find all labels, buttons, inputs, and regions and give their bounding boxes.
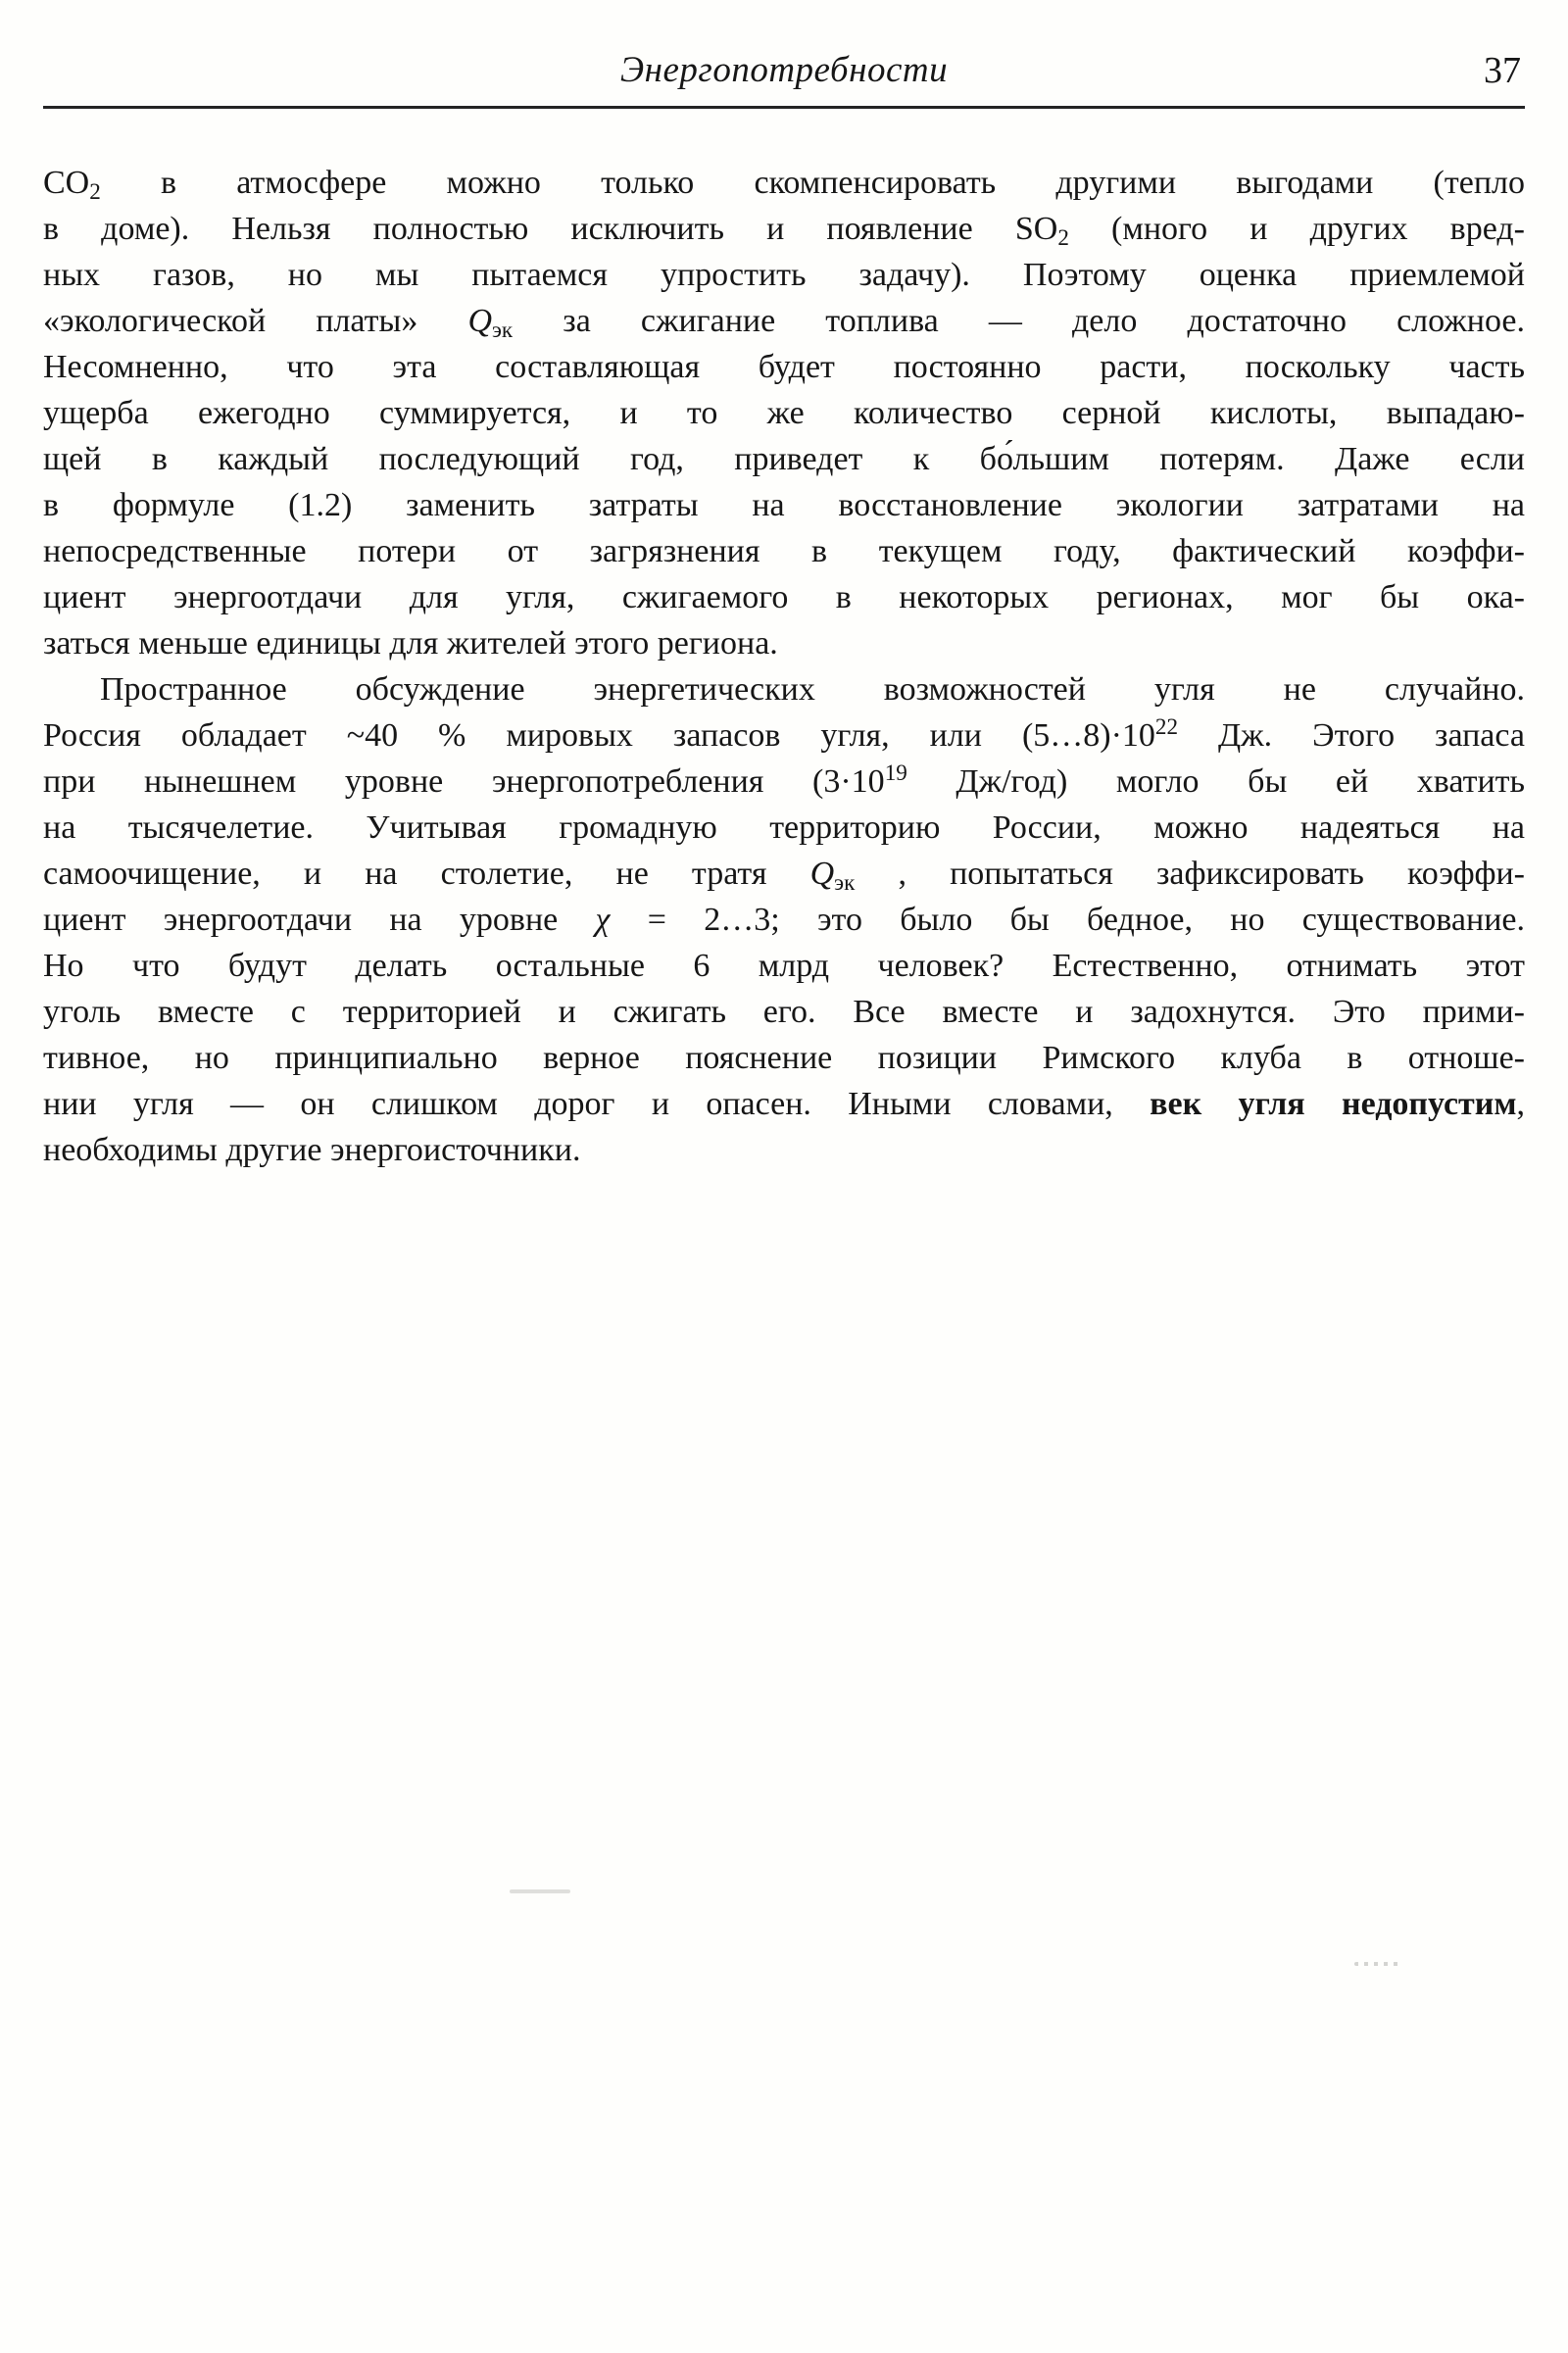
text-line (43, 712, 1525, 759)
text-line (43, 805, 1525, 851)
text-run: ущерба ежегодно суммируется, и то же количество серной кислоты, выпадаю- (43, 395, 1525, 431)
running-title: Энергопотребности (619, 50, 949, 90)
superscript-text: 22 (1154, 713, 1179, 740)
text-line (43, 482, 1525, 528)
text-run: CO (43, 165, 90, 201)
text-run: (много и других вред- (1068, 211, 1525, 247)
text-run: Россия обладает ~40 % мировых запасов угля, или (5…8)·10 (43, 717, 1155, 754)
text-run: в атмосфере можно только скомпенсировать другими выгодами (тепло (100, 165, 1525, 201)
text-run: нии угля — он слишком дорог и опасен. Иными словами, (43, 1086, 1151, 1122)
subscript-text: 2 (89, 178, 101, 205)
subscript-text: эк (492, 317, 514, 343)
text-line (43, 298, 1525, 344)
text-line (43, 436, 1525, 482)
text-run: циент энергоотдачи на уровне (43, 902, 596, 938)
text-run: в доме). Нельзя полностью исключить и появление SO (43, 211, 1058, 247)
text-run: Дж/год) могло бы ей хватить (906, 763, 1525, 800)
text-run: в формуле (1.2) заменить затраты на восстановление экологии затратами на (43, 487, 1525, 523)
text-run: самоочищение, и на столетие, не тратя (43, 856, 810, 892)
text-run: заться меньше единицы для жителей этого региона. (43, 625, 778, 662)
italic-symbol: Q (809, 856, 835, 892)
text-line (43, 897, 1525, 943)
text-run: тивное, но принципиально верное пояснение позиции Римского клуба в отноше- (43, 1040, 1525, 1076)
page-number: 37 (1484, 50, 1521, 91)
text-run: за сжигание топлива — дело достаточно сложное. (513, 303, 1525, 339)
text-line (43, 1127, 1525, 1173)
scan-artifact-smudge (510, 1889, 570, 1893)
superscript-text: 19 (884, 760, 907, 786)
scan-artifact-dots (1354, 1962, 1399, 1966)
text-run: уголь вместе с территорией и сжигать его. Все вместе и задохнутся. Это прими- (43, 994, 1525, 1030)
text-run: на тысячелетие. Учитывая громадную территорию России, можно надеяться на (43, 809, 1525, 846)
header-rule (43, 106, 1525, 109)
text-line (43, 390, 1525, 436)
italic-symbol: Q (467, 303, 493, 339)
text-line (43, 528, 1525, 574)
text-run: необходимы другие энергоисточники. (43, 1132, 581, 1168)
text-run: щей в каждый последующий год, приведет к бо́льшим потерям. Даже если (43, 441, 1525, 477)
text-run: «экологической платы» (43, 303, 468, 339)
text-line (43, 160, 1525, 206)
italic-symbol: χ (595, 902, 611, 938)
text-run: непосредственные потери от загрязнения в текущем году, фактический коэффи- (43, 533, 1525, 569)
text-run: Пространное обсуждение энергетических возможностей угля не случайно. (100, 671, 1525, 708)
text-line (43, 344, 1525, 390)
text-run: , (1516, 1086, 1525, 1122)
text-run: Несомненно, что эта составляющая будет постоянно расти, поскольку часть (43, 349, 1525, 385)
subscript-text: эк (834, 869, 856, 896)
page-header (43, 49, 1525, 98)
text-line (43, 759, 1525, 805)
text-line (43, 666, 1525, 712)
text-line (43, 206, 1525, 252)
text-line (43, 851, 1525, 897)
text-run: , попытаться зафиксировать коэффи- (855, 856, 1525, 892)
text-run: ных газов, но мы пытаемся упростить задачу). Поэтому оценка приемлемой (43, 257, 1525, 293)
text-line (43, 943, 1525, 989)
body-text (43, 160, 1525, 1173)
text-run: циент энергоотдачи для угля, сжигаемого в некоторых регионах, мог бы ока- (43, 579, 1525, 615)
text-run: Но что будут делать остальные 6 млрд человек? Естественно, отнимать этот (43, 948, 1525, 984)
text-run: Дж. Этого запаса (1178, 717, 1525, 754)
text-line (43, 989, 1525, 1035)
text-line (43, 1035, 1525, 1081)
text-run: = 2…3; это было бы бедное, но существование. (610, 902, 1525, 938)
subscript-text: 2 (1057, 224, 1069, 251)
text-line (43, 1081, 1525, 1127)
bold-text: век угля недопустим (1150, 1086, 1517, 1122)
text-line (43, 620, 1525, 666)
text-line (43, 574, 1525, 620)
text-line (43, 252, 1525, 298)
text-run: при нынешнем уровне энергопотребления (3·10 (43, 763, 885, 800)
